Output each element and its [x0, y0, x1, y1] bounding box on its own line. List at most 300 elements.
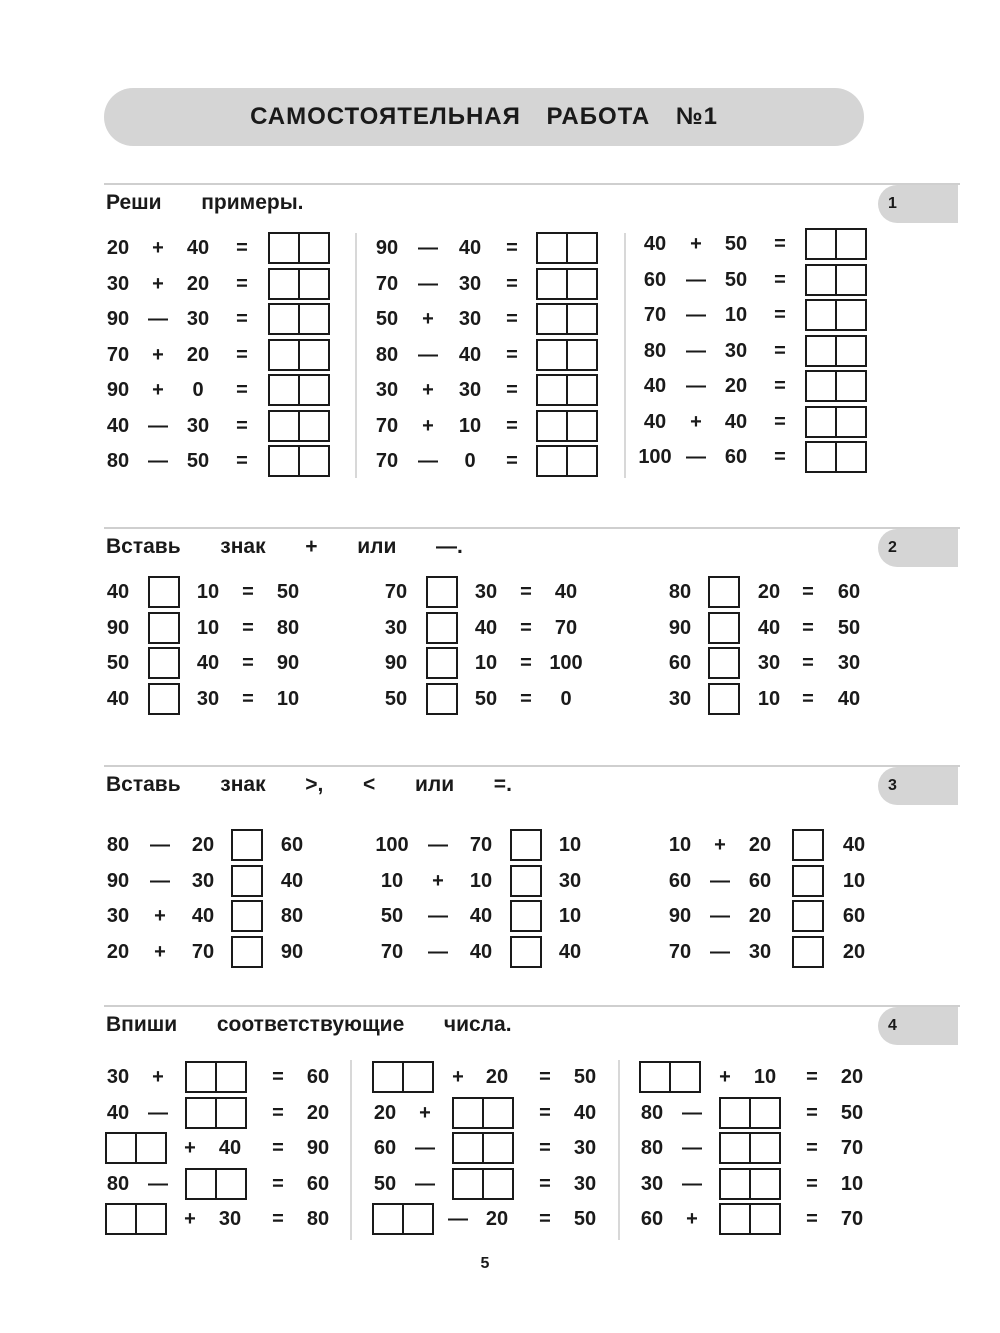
- expression-token: 40: [554, 581, 578, 603]
- expression-token: 50: [106, 652, 130, 674]
- expression-token: —: [148, 308, 168, 330]
- answer-box[interactable]: [805, 441, 867, 473]
- expression-token: +: [714, 834, 726, 856]
- expression-token: 50: [840, 1101, 864, 1124]
- expression-token: 90: [384, 652, 408, 674]
- expression-token: —: [150, 869, 170, 892]
- expression-token: 20: [186, 343, 210, 366]
- expression-token: 90: [106, 308, 130, 330]
- expression-token: —: [686, 446, 706, 468]
- expression-token: =: [506, 272, 518, 295]
- expression-token: 80: [106, 1172, 130, 1195]
- expression-token: 20: [757, 581, 781, 603]
- expression-token: 90: [668, 905, 692, 927]
- expression-token: —: [428, 834, 448, 856]
- expression-token: =: [236, 450, 248, 472]
- expression-token: 30: [218, 1208, 242, 1230]
- expression-token: 10: [469, 869, 493, 892]
- expression-token: —: [710, 869, 730, 892]
- expression-token: =: [242, 616, 254, 639]
- expression-token: 70: [380, 940, 404, 963]
- expression-token: =: [520, 687, 532, 710]
- section-instruction: Впиши соответствующие числа.: [106, 1013, 512, 1036]
- section-number-badge: 3: [878, 767, 958, 805]
- expression-token: 80: [375, 343, 399, 366]
- expression-token: 10: [196, 581, 220, 603]
- answer-box[interactable]: [719, 1097, 781, 1129]
- expression-token: 40: [196, 652, 220, 674]
- expression-token: 80: [280, 905, 304, 927]
- expression-token: +: [686, 1208, 698, 1230]
- expression-token: =: [272, 1101, 284, 1124]
- expression-token: =: [806, 1172, 818, 1195]
- expression-token: 70: [840, 1137, 864, 1159]
- expression-token: 20: [485, 1066, 509, 1088]
- expression-token: —: [682, 1101, 702, 1124]
- expression-token: =: [506, 308, 518, 330]
- expression-token: 30: [757, 652, 781, 674]
- expression-token: —: [148, 1172, 168, 1195]
- answer-box[interactable]: [268, 410, 330, 442]
- answer-box[interactable]: [805, 228, 867, 260]
- expression-token: 20: [485, 1208, 509, 1230]
- answer-box[interactable]: [426, 647, 458, 679]
- answer-box[interactable]: [719, 1132, 781, 1164]
- answer-box[interactable]: [268, 374, 330, 406]
- expression-token: 70: [554, 616, 578, 639]
- expression-token: 10: [668, 834, 692, 856]
- expression-token: =: [539, 1137, 551, 1159]
- expression-token: =: [806, 1066, 818, 1088]
- expression-token: 40: [837, 687, 861, 710]
- expression-token: 10: [753, 1066, 777, 1088]
- expression-token: 30: [384, 616, 408, 639]
- expression-token: 90: [276, 652, 300, 674]
- expression-token: 10: [196, 616, 220, 639]
- answer-box[interactable]: [268, 339, 330, 371]
- section-number-badge: 2: [878, 529, 958, 567]
- expression-token: 60: [280, 834, 304, 856]
- expression-token: 30: [573, 1172, 597, 1195]
- expression-token: +: [152, 272, 164, 295]
- expression-token: =: [272, 1066, 284, 1088]
- answer-box[interactable]: [452, 1132, 514, 1164]
- expression-token: =: [236, 343, 248, 366]
- expression-token: =: [236, 379, 248, 401]
- expression-token: 20: [724, 375, 748, 397]
- expression-token: 60: [640, 1208, 664, 1230]
- answer-box[interactable]: [268, 232, 330, 264]
- worksheet-title: САМОСТОЯТЕЛЬНАЯ РАБОТА №1: [104, 88, 864, 146]
- expression-token: =: [242, 652, 254, 674]
- expression-token: +: [152, 1066, 164, 1088]
- expression-token: —: [686, 304, 706, 326]
- expression-token: 50: [276, 581, 300, 603]
- expression-token: 60: [842, 905, 866, 927]
- answer-box[interactable]: [231, 900, 263, 932]
- expression-token: 50: [384, 687, 408, 710]
- expression-token: 40: [106, 1101, 130, 1124]
- section-divider: [104, 527, 960, 529]
- expression-token: 60: [306, 1066, 330, 1088]
- expression-token: 10: [558, 834, 582, 856]
- answer-box[interactable]: [536, 410, 598, 442]
- expression-token: —: [428, 940, 448, 963]
- expression-token: 20: [373, 1101, 397, 1124]
- answer-box[interactable]: [536, 232, 598, 264]
- expression-token: —: [148, 450, 168, 472]
- expression-token: 80: [643, 339, 667, 362]
- expression-token: 90: [106, 616, 130, 639]
- expression-token: 60: [668, 652, 692, 674]
- expression-token: 80: [106, 834, 130, 856]
- expression-token: 30: [196, 687, 220, 710]
- expression-token: 40: [106, 581, 130, 603]
- expression-token: 70: [106, 343, 130, 366]
- expression-token: 40: [724, 410, 748, 433]
- expression-token: —: [418, 237, 438, 259]
- expression-token: 70: [384, 581, 408, 603]
- expression-token: 60: [837, 581, 861, 603]
- expression-token: —: [428, 905, 448, 927]
- answer-box[interactable]: [708, 647, 740, 679]
- answer-box[interactable]: [708, 683, 740, 715]
- expression-token: 70: [375, 414, 399, 437]
- column-divider: [618, 1060, 620, 1240]
- expression-token: 80: [276, 616, 300, 639]
- answer-box[interactable]: [426, 683, 458, 715]
- expression-token: =: [802, 687, 814, 710]
- expression-token: 30: [191, 869, 215, 892]
- expression-token: =: [539, 1101, 551, 1124]
- answer-box[interactable]: [268, 303, 330, 335]
- expression-token: 50: [380, 905, 404, 927]
- answer-box[interactable]: [268, 268, 330, 300]
- answer-box[interactable]: [426, 612, 458, 644]
- answer-box[interactable]: [372, 1203, 434, 1235]
- expression-token: —: [682, 1172, 702, 1195]
- expression-token: 30: [186, 308, 210, 330]
- expression-token: =: [539, 1066, 551, 1088]
- column-divider: [350, 1060, 352, 1240]
- expression-token: 90: [306, 1137, 330, 1159]
- expression-token: 40: [643, 375, 667, 397]
- expression-token: 100: [638, 446, 672, 468]
- answer-box[interactable]: [805, 335, 867, 367]
- expression-token: 50: [724, 268, 748, 291]
- expression-token: 70: [643, 304, 667, 326]
- expression-token: =: [774, 410, 786, 433]
- expression-token: 10: [840, 1172, 864, 1195]
- expression-token: 100: [375, 834, 409, 856]
- answer-box[interactable]: [105, 1203, 167, 1235]
- expression-token: —: [448, 1208, 468, 1230]
- expression-token: =: [774, 233, 786, 255]
- expression-token: 50: [474, 687, 498, 710]
- expression-token: 20: [186, 272, 210, 295]
- expression-token: =: [506, 450, 518, 472]
- answer-box[interactable]: [231, 865, 263, 897]
- expression-token: 50: [573, 1066, 597, 1088]
- answer-box[interactable]: [792, 829, 824, 861]
- expression-token: —: [418, 272, 438, 295]
- expression-token: =: [539, 1208, 551, 1230]
- expression-token: 40: [757, 616, 781, 639]
- answer-box[interactable]: [231, 936, 263, 968]
- answer-box[interactable]: [148, 647, 180, 679]
- answer-box[interactable]: [639, 1061, 701, 1093]
- expression-token: 20: [306, 1101, 330, 1124]
- answer-box[interactable]: [105, 1132, 167, 1164]
- expression-token: +: [452, 1066, 464, 1088]
- expression-token: =: [520, 616, 532, 639]
- answer-box[interactable]: [536, 268, 598, 300]
- expression-token: 70: [469, 834, 493, 856]
- answer-box[interactable]: [805, 299, 867, 331]
- section-divider: [104, 183, 960, 185]
- expression-token: =: [272, 1208, 284, 1230]
- expression-token: 70: [375, 272, 399, 295]
- expression-token: =: [236, 308, 248, 330]
- expression-token: —: [686, 268, 706, 291]
- expression-token: 40: [191, 905, 215, 927]
- expression-token: +: [422, 414, 434, 437]
- expression-token: =: [774, 446, 786, 468]
- expression-token: 40: [842, 834, 866, 856]
- answer-box[interactable]: [185, 1168, 247, 1200]
- answer-box[interactable]: [185, 1097, 247, 1129]
- section-instruction: Реши примеры.: [106, 191, 304, 214]
- answer-box[interactable]: [452, 1168, 514, 1200]
- answer-box[interactable]: [268, 445, 330, 477]
- column-divider: [355, 233, 357, 478]
- expression-token: —: [710, 905, 730, 927]
- expression-token: 90: [375, 237, 399, 259]
- expression-token: =: [520, 652, 532, 674]
- section-2: [0, 527, 1000, 710]
- expression-token: 30: [573, 1137, 597, 1159]
- answer-box[interactable]: [372, 1061, 434, 1093]
- expression-token: —: [418, 343, 438, 366]
- answer-box[interactable]: [719, 1203, 781, 1235]
- expression-token: —: [415, 1137, 435, 1159]
- expression-token: 30: [458, 308, 482, 330]
- expression-token: 30: [668, 687, 692, 710]
- expression-token: =: [802, 616, 814, 639]
- expression-token: 0: [560, 687, 572, 710]
- expression-token: =: [272, 1172, 284, 1195]
- answer-box[interactable]: [792, 865, 824, 897]
- section-divider: [104, 1005, 960, 1007]
- expression-token: 80: [640, 1101, 664, 1124]
- expression-token: 20: [840, 1066, 864, 1088]
- expression-token: 0: [464, 450, 476, 472]
- section-instruction: Вставь знак + или —.: [106, 535, 463, 558]
- expression-token: 30: [458, 379, 482, 401]
- section-number-badge: 1: [878, 185, 958, 223]
- answer-box[interactable]: [231, 829, 263, 861]
- expression-token: +: [422, 308, 434, 330]
- expression-token: 40: [469, 905, 493, 927]
- answer-box[interactable]: [452, 1097, 514, 1129]
- expression-token: 60: [643, 268, 667, 291]
- expression-token: =: [242, 581, 254, 603]
- answer-box[interactable]: [536, 303, 598, 335]
- expression-token: +: [432, 869, 444, 892]
- answer-box[interactable]: [148, 576, 180, 608]
- expression-token: —: [148, 414, 168, 437]
- expression-token: 50: [375, 308, 399, 330]
- expression-token: 50: [837, 616, 861, 639]
- expression-token: —: [686, 375, 706, 397]
- expression-token: 70: [375, 450, 399, 472]
- column-divider: [624, 233, 626, 478]
- expression-token: 30: [474, 581, 498, 603]
- expression-token: +: [690, 410, 702, 433]
- expression-token: =: [520, 581, 532, 603]
- answer-box[interactable]: [792, 936, 824, 968]
- expression-token: =: [272, 1137, 284, 1159]
- expression-token: =: [802, 581, 814, 603]
- answer-box[interactable]: [805, 264, 867, 296]
- section-3: [0, 765, 1000, 963]
- expression-token: =: [539, 1172, 551, 1195]
- expression-token: 30: [375, 379, 399, 401]
- answer-box[interactable]: [510, 829, 542, 861]
- expression-token: 80: [106, 450, 130, 472]
- answer-box[interactable]: [510, 865, 542, 897]
- expression-token: =: [236, 414, 248, 437]
- answer-box[interactable]: [510, 936, 542, 968]
- expression-token: 40: [458, 343, 482, 366]
- expression-token: 30: [724, 339, 748, 362]
- expression-token: +: [152, 237, 164, 259]
- expression-token: =: [806, 1101, 818, 1124]
- expression-token: +: [154, 905, 166, 927]
- expression-token: =: [506, 237, 518, 259]
- expression-token: 10: [474, 652, 498, 674]
- answer-box[interactable]: [426, 576, 458, 608]
- expression-token: 40: [458, 237, 482, 259]
- expression-token: =: [242, 687, 254, 710]
- expression-token: 10: [842, 869, 866, 892]
- expression-token: 50: [724, 233, 748, 255]
- expression-token: 80: [306, 1208, 330, 1230]
- expression-token: 90: [106, 379, 130, 401]
- expression-token: —: [148, 1101, 168, 1124]
- section-number-badge: 4: [878, 1007, 958, 1045]
- expression-token: 40: [643, 233, 667, 255]
- answer-box[interactable]: [792, 900, 824, 932]
- expression-token: 100: [549, 652, 583, 674]
- expression-token: 40: [218, 1137, 242, 1159]
- answer-box[interactable]: [719, 1168, 781, 1200]
- expression-token: 30: [558, 869, 582, 892]
- expression-token: +: [152, 343, 164, 366]
- expression-token: 60: [748, 869, 772, 892]
- expression-token: 20: [748, 834, 772, 856]
- expression-token: 40: [106, 687, 130, 710]
- expression-token: =: [802, 652, 814, 674]
- expression-token: —: [686, 339, 706, 362]
- answer-box[interactable]: [805, 406, 867, 438]
- expression-token: 30: [640, 1172, 664, 1195]
- expression-token: 40: [186, 237, 210, 259]
- expression-token: 60: [724, 446, 748, 468]
- expression-token: =: [236, 237, 248, 259]
- expression-token: 40: [474, 616, 498, 639]
- expression-token: 30: [458, 272, 482, 295]
- answer-box[interactable]: [708, 612, 740, 644]
- expression-token: 10: [380, 869, 404, 892]
- answer-box[interactable]: [185, 1061, 247, 1093]
- expression-token: 40: [106, 414, 130, 437]
- expression-token: 20: [106, 237, 130, 259]
- expression-token: 30: [106, 272, 130, 295]
- page-number: 5: [480, 1255, 490, 1272]
- expression-token: 80: [668, 581, 692, 603]
- expression-token: 90: [106, 869, 130, 892]
- expression-token: 50: [186, 450, 210, 472]
- expression-token: 10: [757, 687, 781, 710]
- answer-box[interactable]: [708, 576, 740, 608]
- answer-box[interactable]: [148, 683, 180, 715]
- expression-token: 40: [469, 940, 493, 963]
- answer-box[interactable]: [510, 900, 542, 932]
- expression-token: 10: [276, 687, 300, 710]
- answer-box[interactable]: [536, 374, 598, 406]
- expression-token: 50: [573, 1208, 597, 1230]
- expression-token: =: [806, 1208, 818, 1230]
- expression-token: 80: [640, 1137, 664, 1159]
- expression-token: 60: [306, 1172, 330, 1195]
- expression-token: +: [719, 1066, 731, 1088]
- expression-token: +: [422, 379, 434, 401]
- expression-token: 10: [558, 905, 582, 927]
- answer-box[interactable]: [148, 612, 180, 644]
- expression-token: =: [506, 414, 518, 437]
- expression-token: +: [152, 379, 164, 401]
- expression-token: =: [806, 1137, 818, 1159]
- expression-token: —: [710, 940, 730, 963]
- expression-token: 40: [573, 1101, 597, 1124]
- section-divider: [104, 765, 960, 767]
- expression-token: 90: [280, 940, 304, 963]
- expression-token: —: [418, 450, 438, 472]
- expression-token: 60: [373, 1137, 397, 1159]
- expression-token: —: [415, 1172, 435, 1195]
- expression-token: 30: [106, 905, 130, 927]
- section-4: [0, 1005, 1000, 1230]
- expression-token: =: [506, 379, 518, 401]
- expression-token: =: [236, 272, 248, 295]
- answer-box[interactable]: [536, 445, 598, 477]
- expression-token: +: [184, 1137, 196, 1159]
- expression-token: 30: [748, 940, 772, 963]
- expression-token: 20: [106, 940, 130, 963]
- expression-token: 20: [842, 940, 866, 963]
- answer-box[interactable]: [536, 339, 598, 371]
- expression-token: =: [774, 268, 786, 291]
- expression-token: 90: [668, 616, 692, 639]
- answer-box[interactable]: [805, 370, 867, 402]
- expression-token: 0: [192, 379, 204, 401]
- expression-token: +: [154, 940, 166, 963]
- section-instruction: Вставь знак >, < или =.: [106, 773, 512, 796]
- expression-token: 10: [724, 304, 748, 326]
- expression-token: 20: [748, 905, 772, 927]
- expression-token: +: [184, 1208, 196, 1230]
